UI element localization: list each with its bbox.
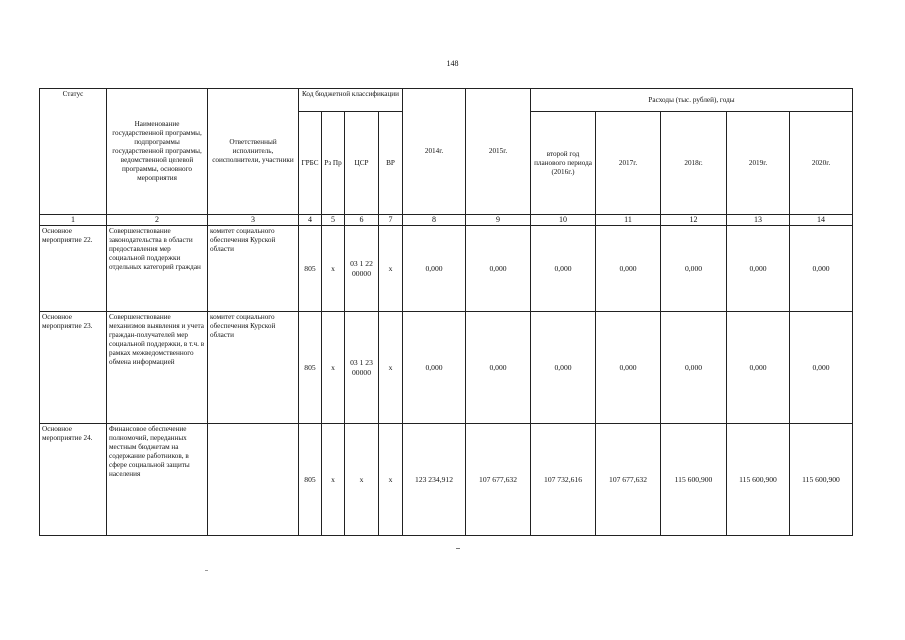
row-name: Совершенствование законодательства в области предоставления мер социальной поддержки отдельных категорий граждан [107, 226, 208, 312]
table-row [40, 226, 853, 312]
scan-mark [456, 548, 460, 549]
row-value-2019: 115 600,900 [727, 424, 790, 536]
header-status: Статус [40, 89, 107, 215]
column-number: 13 [727, 215, 790, 226]
row-value-2019: 0,000 [727, 312, 790, 424]
row-csr: х [345, 424, 379, 536]
row-rzpr: х [322, 226, 345, 312]
column-number: 7 [379, 215, 403, 226]
row-value-2015: 0,000 [466, 226, 531, 312]
row-value-2018: 115 600,900 [661, 424, 727, 536]
scan-mark [205, 570, 208, 571]
column-number: 2 [107, 215, 208, 226]
column-number: 14 [790, 215, 853, 226]
header-2017: 2017г. [596, 112, 661, 215]
row-value-2014: 123 234,912 [403, 424, 466, 536]
column-number: 1 [40, 215, 107, 226]
column-number: 8 [403, 215, 466, 226]
column-number: 11 [596, 215, 661, 226]
column-number: 12 [661, 215, 727, 226]
row-executor [208, 424, 299, 536]
row-name: Совершенствование механизмов выявления и учета граждан-получателей мер социальной поддержки, в т.ч. в рамках межведомственного обмена информацией [107, 312, 208, 424]
header-expenses-group: Расходы (тыс. рублей), годы [531, 89, 853, 112]
header-2018: 2018г. [661, 112, 727, 215]
row-rzpr: х [322, 424, 345, 536]
row-value-2016: 107 732,616 [531, 424, 596, 536]
row-vr: х [379, 424, 403, 536]
header-vr: ВР [379, 112, 403, 215]
row-grbs: 805 [299, 226, 322, 312]
header-2014: 2014г. [403, 89, 466, 215]
header-grbs: ГРБС [299, 112, 322, 215]
row-value-2017: 107 677,632 [596, 424, 661, 536]
row-value-2015: 107 677,632 [466, 424, 531, 536]
column-number: 10 [531, 215, 596, 226]
row-grbs: 805 [299, 424, 322, 536]
table-row [40, 312, 853, 424]
row-value-2016: 0,000 [531, 312, 596, 424]
row-value-2018: 0,000 [661, 312, 727, 424]
column-number: 9 [466, 215, 531, 226]
column-number-row [40, 215, 853, 226]
row-value-2020: 115 600,900 [790, 424, 853, 536]
row-executor: комитет социального обеспечения Курской области [208, 226, 299, 312]
header-rzpr: Рз Пр [322, 112, 345, 215]
row-csr: 03 1 23 00000 [345, 312, 379, 424]
row-grbs: 805 [299, 312, 322, 424]
column-number: 4 [299, 215, 322, 226]
row-value-2019: 0,000 [727, 226, 790, 312]
column-number: 3 [208, 215, 299, 226]
column-number: 5 [322, 215, 345, 226]
page-number: 148 [446, 59, 459, 68]
row-value-2020: 0,000 [790, 312, 853, 424]
row-vr: х [379, 312, 403, 424]
budget-table [39, 88, 853, 536]
header-name: Наименование государственной программы, подпрограммы государственной программы, ведомственной целевой программы, основного мероприятия [107, 89, 208, 215]
row-status: Основное мероприятие 22. [40, 226, 107, 312]
row-csr: 03 1 22 00000 [345, 226, 379, 312]
row-value-2016: 0,000 [531, 226, 596, 312]
header-2020: 2020г. [790, 112, 853, 215]
row-value-2014: 0,000 [403, 226, 466, 312]
header-csr: ЦСР [345, 112, 379, 215]
row-status: Основное мероприятие 24. [40, 424, 107, 536]
table-row [40, 424, 853, 536]
header-executor: Ответственный исполнитель, соисполнители, участники [208, 89, 299, 215]
row-value-2018: 0,000 [661, 226, 727, 312]
row-executor: комитет социального обеспечения Курской области [208, 312, 299, 424]
row-value-2017: 0,000 [596, 312, 661, 424]
header-2015: 2015г. [466, 89, 531, 215]
header-2019: 2019г. [727, 112, 790, 215]
row-value-2020: 0,000 [790, 226, 853, 312]
header-code-group: Код бюджетной классификации [299, 89, 403, 112]
row-name: Финансовое обеспечение полномочий, переданных местным бюджетам на содержание работников, в сфере социальной защиты населения [107, 424, 208, 536]
column-number: 6 [345, 215, 379, 226]
row-value-2015: 0,000 [466, 312, 531, 424]
row-rzpr: х [322, 312, 345, 424]
row-value-2014: 0,000 [403, 312, 466, 424]
row-vr: х [379, 226, 403, 312]
row-status: Основное мероприятие 23. [40, 312, 107, 424]
row-value-2017: 0,000 [596, 226, 661, 312]
header-2016: второй год планового периода (2016г.) [531, 112, 596, 215]
